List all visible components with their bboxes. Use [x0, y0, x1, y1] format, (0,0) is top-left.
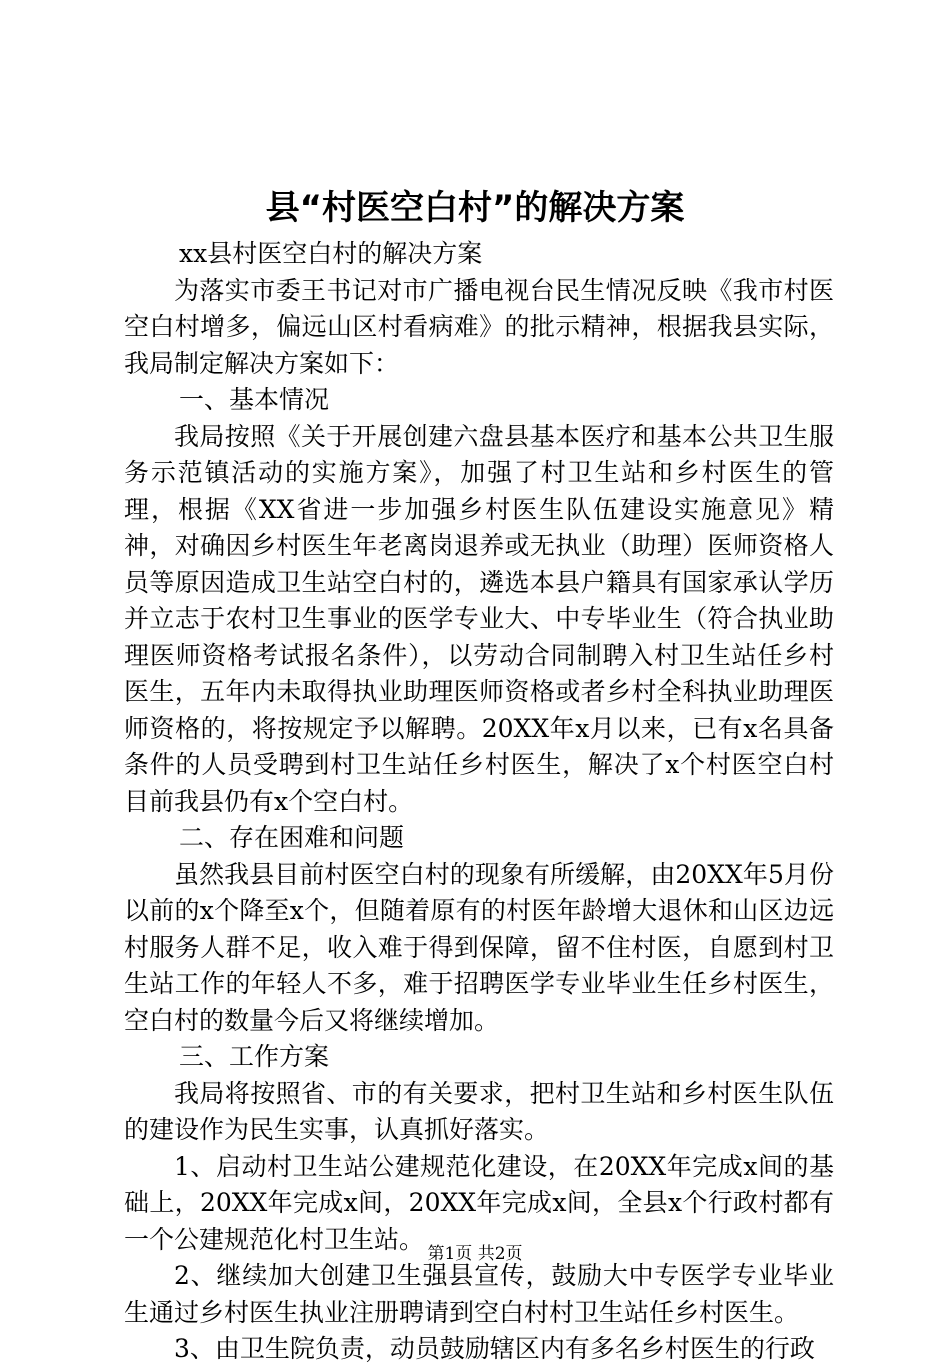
section-heading-work-plan: 三、工作方案: [179, 1042, 330, 1071]
page-footer: 第1页 共2页: [427, 1244, 523, 1264]
difficulties-paragraph: 虽然我县目前村医空白村的现象有所缓解，由20XX年5月份以前的x个降至x个，但随着原有的村医年龄增大退休和山区边远村服务人群不足，收入难于得到保障，留不住村医，自愿到村卫生站工作的年轻人不多，难于招聘医学专业毕业生任乡村医生，空白村的数量今后又将继续增加。: [124, 859, 834, 1035]
document-title: 县“村医空白村”的解决方案: [265, 188, 685, 228]
basic-situation-paragraph: 我局按照《关于开展创建六盘县基本医疗和基本公共卫生服务示范镇活动的实施方案》，加强了村卫生站和乡村医生的管理，根据《XX省进一步加强乡村医生队伍建设实施意见》精神，对确因乡村医生年老离岗退养或无执业（助理）医师资格人员等原因造成卫生站空白村的，遴选本县户籍具有国家承认学历并立志于农村卫生事业的医学专业大、中专毕业生（符合执业助理医师资格考试报名条件），以劳动合同制聘入村卫生站任乡村医生，五年内未取得执业助理医师资格或者乡村全科执业助理医师资格的，将按规定予以解聘。20XX年x月以来，已有x名具备条件的人员受聘到村卫生站任乡村医生，解决了x个村医空白村目前我县仍有x个空白村。: [124, 421, 834, 816]
document-body: [124, 236, 834, 1368]
section-heading-basic-situation: 一、基本情况: [179, 385, 330, 414]
work-plan-paragraph: 我局将按照省、市的有关要求，把村卫生站和乡村医生队伍的建设作为民生实事，认真抓好落实。: [124, 1078, 834, 1144]
plan-item-3: 3、由卫生院负责，动员鼓励辖区内有多名乡村医生的行政: [174, 1334, 815, 1363]
intro-paragraph: 为落实市委王书记对市广播电视台民生情况反映《我市村医空白村增多，偏远山区村看病难》的批示精神，根据我县实际，我局制定解决方案如下：: [124, 275, 834, 378]
plan-item-2: 2、继续加大创建卫生强县宣传，鼓励大中专医学专业毕业生通过乡村医生执业注册聘请到空白村村卫生站任乡村医生。: [124, 1261, 834, 1327]
plan-item-1: 1、启动村卫生站公建规范化建设，在20XX年完成x间的基础上，20XX年完成x间，20XX年完成x间，全县x个行政村都有一个公建规范化村卫生站。: [124, 1151, 834, 1254]
section-heading-difficulties: 二、存在困难和问题: [179, 823, 405, 852]
subtitle-paragraph: xx县村医空白村的解决方案: [179, 239, 483, 268]
